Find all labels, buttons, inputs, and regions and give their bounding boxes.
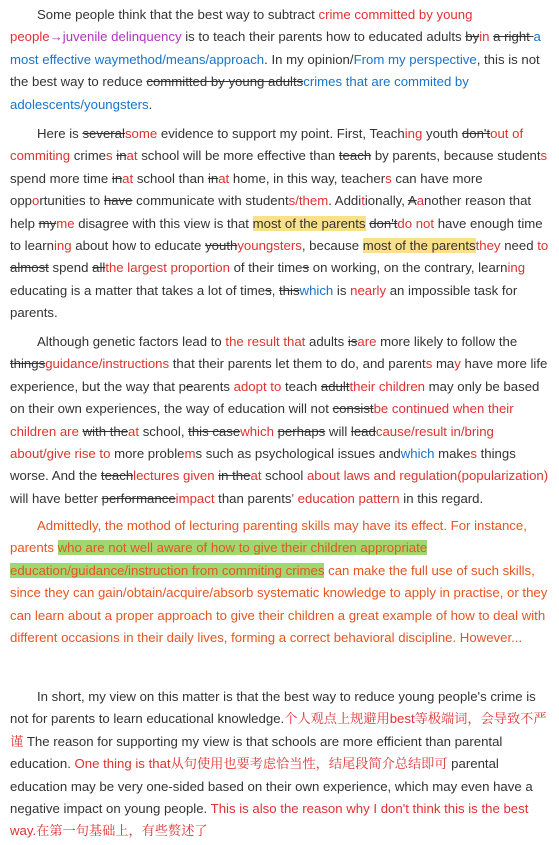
text-segment: adopt to xyxy=(233,378,282,394)
text-segment: 在第一句基础上，有些赘述了 xyxy=(36,823,208,839)
text-segment: s xyxy=(470,446,477,462)
text-segment: don't xyxy=(461,126,491,141)
text-segment: they xyxy=(475,238,501,254)
text-segment: make xyxy=(434,446,471,462)
text-segment: have xyxy=(103,193,133,209)
text-segment: in xyxy=(479,29,494,45)
text-segment: crimes that are commited by adolescents/youngsters xyxy=(10,74,469,112)
text-segment: have more life experience, but the way that p xyxy=(10,356,548,394)
text-segment: need xyxy=(500,238,538,254)
text-segment: teach xyxy=(100,468,134,484)
text-segment: educating is a matter that takes a lot of time xyxy=(10,282,266,298)
text-segment: their children xyxy=(349,378,425,394)
text-segment: committed by young adults xyxy=(146,74,304,90)
text-segment: which xyxy=(240,423,274,439)
text-segment: who are not well aware of how to give their children appropriate education/guidance/instruction from commiting crimes xyxy=(10,540,428,578)
text-segment: things xyxy=(10,356,46,372)
text-segment: communicate with student xyxy=(132,193,289,209)
text-segment: more proble xyxy=(110,446,185,462)
text-segment: school, xyxy=(139,423,189,439)
text-segment: in xyxy=(207,170,219,186)
paragraph-evidence xyxy=(10,123,552,325)
text-segment: almost xyxy=(10,260,49,276)
text-segment: at xyxy=(126,148,138,164)
text-segment: by xyxy=(465,29,480,45)
text-segment: youth xyxy=(422,126,462,141)
text-segment: s such as psychological issues and xyxy=(195,446,401,462)
text-segment: in the xyxy=(218,468,251,484)
text-segment: s xyxy=(265,282,272,298)
text-segment: Some people think that the best way to subtract xyxy=(37,7,319,22)
text-segment: school will be more effective than xyxy=(137,148,339,164)
text-segment: ing xyxy=(507,260,526,276)
text-segment: A xyxy=(407,193,417,209)
text-segment: One thing is that xyxy=(74,756,171,772)
text-segment: can make the full use of such skills, since they can gain/obtain/acquire/absorb systematic knowledge to apply in practise, or they can learn about a proper approach to give their children a great example of how to deal with different occasions in their daily lives, forming a correct behavioral discipline. However... xyxy=(10,562,548,646)
text-segment: consist xyxy=(332,401,374,417)
text-segment: home, in this way, teacher xyxy=(229,170,386,186)
text-segment: in xyxy=(116,148,127,164)
text-segment: at xyxy=(122,170,134,186)
text-segment: guidance/instructions xyxy=(45,356,170,372)
text-segment: the largest proportion xyxy=(105,260,230,276)
text-segment: a xyxy=(416,193,425,209)
text-segment: spend xyxy=(48,260,93,276)
text-segment: at xyxy=(218,170,230,186)
text-segment: ionally, xyxy=(364,193,408,209)
text-segment: this case xyxy=(188,423,241,439)
text-segment: Although genetic factors lead to xyxy=(37,334,226,349)
text-segment: y xyxy=(454,356,461,372)
text-segment: most of the parents xyxy=(362,238,476,254)
text-segment: arents xyxy=(193,378,234,394)
text-segment: s xyxy=(540,148,548,164)
text-segment: method/means/approach xyxy=(118,51,265,67)
text-segment: nearly xyxy=(350,282,387,298)
text-segment: ing xyxy=(52,148,71,164)
text-segment: , because xyxy=(301,238,363,254)
text-segment: may only be based on their own experiences, the way of education will not xyxy=(10,378,540,417)
text-segment: , xyxy=(271,282,280,298)
text-segment: youngsters xyxy=(237,238,302,254)
text-segment: s xyxy=(425,356,433,372)
text-segment: be continued when their children are xyxy=(10,401,514,439)
text-segment: at xyxy=(250,468,262,484)
paragraph-counterpoint xyxy=(10,331,552,510)
text-segment: will xyxy=(325,423,351,439)
text-segment: which xyxy=(299,282,334,298)
text-segment: This is also the reason why I don't think this is the best way. xyxy=(10,801,529,839)
text-segment: have enough time to learn xyxy=(10,215,543,254)
text-segment: t xyxy=(361,193,365,209)
text-segment: s xyxy=(106,148,113,164)
text-segment: an impossible task for parents. xyxy=(10,282,518,321)
text-segment: don't xyxy=(369,215,398,231)
text-segment: my xyxy=(38,215,57,231)
text-segment: at xyxy=(128,423,140,439)
text-segment: youth xyxy=(205,238,238,254)
text-segment: school than xyxy=(133,170,208,186)
paragraph-conclusion xyxy=(10,686,552,843)
text-segment: disagree with this view is that xyxy=(74,215,253,231)
text-segment: in xyxy=(111,170,123,186)
text-segment: The reason for supporting my view is that schools are more efficient than parental education. xyxy=(10,733,503,772)
text-segment: impact xyxy=(175,490,215,506)
text-segment: things worse. And the xyxy=(10,446,516,484)
text-segment: which xyxy=(400,446,435,462)
text-segment: . xyxy=(148,96,153,112)
text-segment: me xyxy=(56,215,75,231)
text-segment: spend more time xyxy=(10,170,112,186)
text-segment: 从句使用也要考虑恰当性，结尾段简介总结即可 xyxy=(170,756,448,772)
text-segment: is xyxy=(347,334,358,349)
text-segment: school xyxy=(261,468,307,484)
text-segment: do not xyxy=(397,215,435,231)
text-segment: o xyxy=(32,193,40,209)
text-segment: of their time xyxy=(229,260,303,276)
text-segment: this xyxy=(279,282,300,298)
text-segment: nother reason that help xyxy=(10,193,532,231)
text-segment: From my perspective xyxy=(353,51,477,67)
text-segment: will have better xyxy=(10,490,102,506)
text-segment: Admittedly, the mothod of lecturing parenting skills may have its effect. For instance, parents xyxy=(10,518,527,556)
text-segment: is to teach their parents how to educated adults xyxy=(181,29,466,45)
text-segment: parental education may be very one-sided based on their own experience, which may even have a negative impact on young people. xyxy=(10,756,533,817)
paragraph-concession xyxy=(10,515,552,649)
text-segment: . In my opinion/ xyxy=(264,51,354,67)
text-segment: on working, on the contrary, learn xyxy=(309,260,508,276)
text-segment: s xyxy=(302,260,310,276)
text-segment: are xyxy=(357,334,377,349)
text-segment: about how to educate xyxy=(71,238,206,254)
text-segment: evidence to support my point. First, Teach xyxy=(157,126,405,141)
text-segment: adult xyxy=(320,378,350,394)
text-segment: ing xyxy=(54,238,72,254)
text-segment: . Addi xyxy=(328,193,362,209)
text-segment: adults xyxy=(305,334,348,349)
text-segment: ing xyxy=(404,126,423,141)
text-segment: teach xyxy=(281,378,321,394)
text-segment: that their parents let them to do, and parent xyxy=(169,356,426,372)
text-segment: , this is not the best way to reduce xyxy=(10,51,540,90)
text-segment: s xyxy=(385,170,392,186)
text-segment: crime committed by young people xyxy=(10,7,473,45)
text-segment: than parents xyxy=(214,490,292,506)
text-segment: all xyxy=(92,260,106,276)
text-segment: more likely to follow the xyxy=(376,334,518,349)
text-segment: cause/result in/bring about/give rise to xyxy=(10,423,494,462)
text-segment: perhaps xyxy=(277,423,326,439)
text-segment: a most effective way xyxy=(10,29,541,67)
text-segment: In short, my view on this matter is that the best way to reduce young people's crime is not for parents to learn educational knowledge. xyxy=(10,689,536,727)
text-segment: Here is xyxy=(37,126,83,141)
text-segment: a right xyxy=(493,29,534,45)
text-segment: the result that xyxy=(225,334,306,349)
text-segment: e xyxy=(185,378,194,394)
text-segment: performance xyxy=(101,490,176,506)
text-segment: about laws and regulation(popularization) xyxy=(306,468,549,484)
text-segment: ' education pattern xyxy=(291,490,400,506)
text-segment: most of the parents xyxy=(252,215,366,231)
text-segment: lead xyxy=(350,423,376,439)
text-segment: in this regard. xyxy=(399,490,484,506)
text-segment: some xyxy=(124,126,158,141)
text-segment: can have more opp xyxy=(10,170,483,209)
text-segment: out of commit xyxy=(10,126,524,164)
text-segment: ma xyxy=(432,356,455,372)
paragraph-introduction xyxy=(10,4,552,116)
text-segment: with the xyxy=(82,423,129,439)
text-segment: 个人观点上规避用best等极端词，会导致不严谨 xyxy=(10,711,547,749)
text-segment: several xyxy=(82,126,125,141)
text-segment: is xyxy=(333,282,351,298)
text-segment: by parents, because student xyxy=(371,148,541,164)
text-segment: to xyxy=(537,238,549,254)
text-segment: m xyxy=(184,446,196,462)
text-segment: lectures given xyxy=(133,468,215,484)
text-segment: teach xyxy=(338,148,372,164)
text-segment: s/them xyxy=(288,193,329,209)
text-segment: rtunities to xyxy=(39,193,104,209)
text-segment: crime xyxy=(70,148,107,164)
text-segment: →juvenile delinquency xyxy=(49,29,182,45)
